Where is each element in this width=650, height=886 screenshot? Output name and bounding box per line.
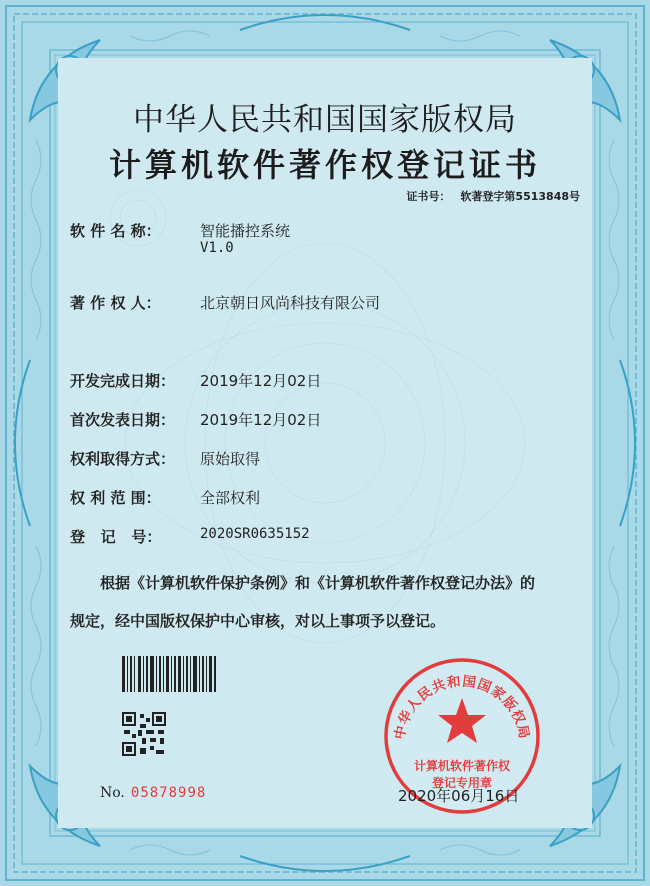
qr-code — [122, 712, 166, 756]
field-value: 2019年12月02日 — [200, 411, 322, 429]
serial-number-value: 05878998 — [130, 785, 207, 801]
serial-number — [100, 785, 206, 801]
statement-line-1: 根据《计算机软件保护条例》和《计算机软件著作权登记办法》的 — [100, 574, 536, 592]
field-label: 登 记 号： — [70, 528, 162, 546]
seal-outer-text: 中华人民共和国国家版权局 — [391, 673, 533, 741]
barcode — [122, 656, 216, 692]
issuer-title: 中华人民共和国国家版权局 — [133, 102, 517, 138]
seal-inner-line-1: 计算机软件著作权 — [413, 759, 511, 773]
seal-inner-line-2: 登记专用章 — [431, 776, 493, 790]
field-label: 权 利 范 围： — [70, 489, 161, 507]
field-value-version: V1.0 — [200, 240, 234, 256]
certificate-title: 计算机软件著作权登记证书 — [108, 146, 541, 184]
field-value: 2019年12月02日 — [200, 372, 322, 390]
field-label: 权利取得方式： — [70, 450, 176, 468]
field-value: 北京朝日风尚科技有限公司 — [200, 294, 381, 312]
field-label: 首次发表日期： — [70, 411, 176, 429]
field-value: 智能播控系统 — [200, 222, 291, 240]
field-value: 2020SR0635152 — [200, 526, 310, 542]
issue-date: 2020年06月16日 — [398, 787, 520, 805]
field-label: 软 件 名 称： — [70, 222, 161, 240]
certificate-number — [406, 188, 580, 204]
field-label: 开发完成日期： — [70, 372, 176, 390]
certificate-number-value: 软著登字第5513848号 — [460, 190, 580, 203]
field-value: 原始取得 — [200, 450, 261, 468]
field-value: 全部权利 — [200, 489, 261, 507]
statement-line-2: 规定，经中国版权保护中心审核，对以上事项予以登记。 — [70, 612, 446, 630]
serial-prefix: No. — [100, 785, 125, 801]
field-label: 著 作 权 人： — [70, 294, 161, 312]
certificate-number-label: 证书号： — [406, 190, 451, 203]
